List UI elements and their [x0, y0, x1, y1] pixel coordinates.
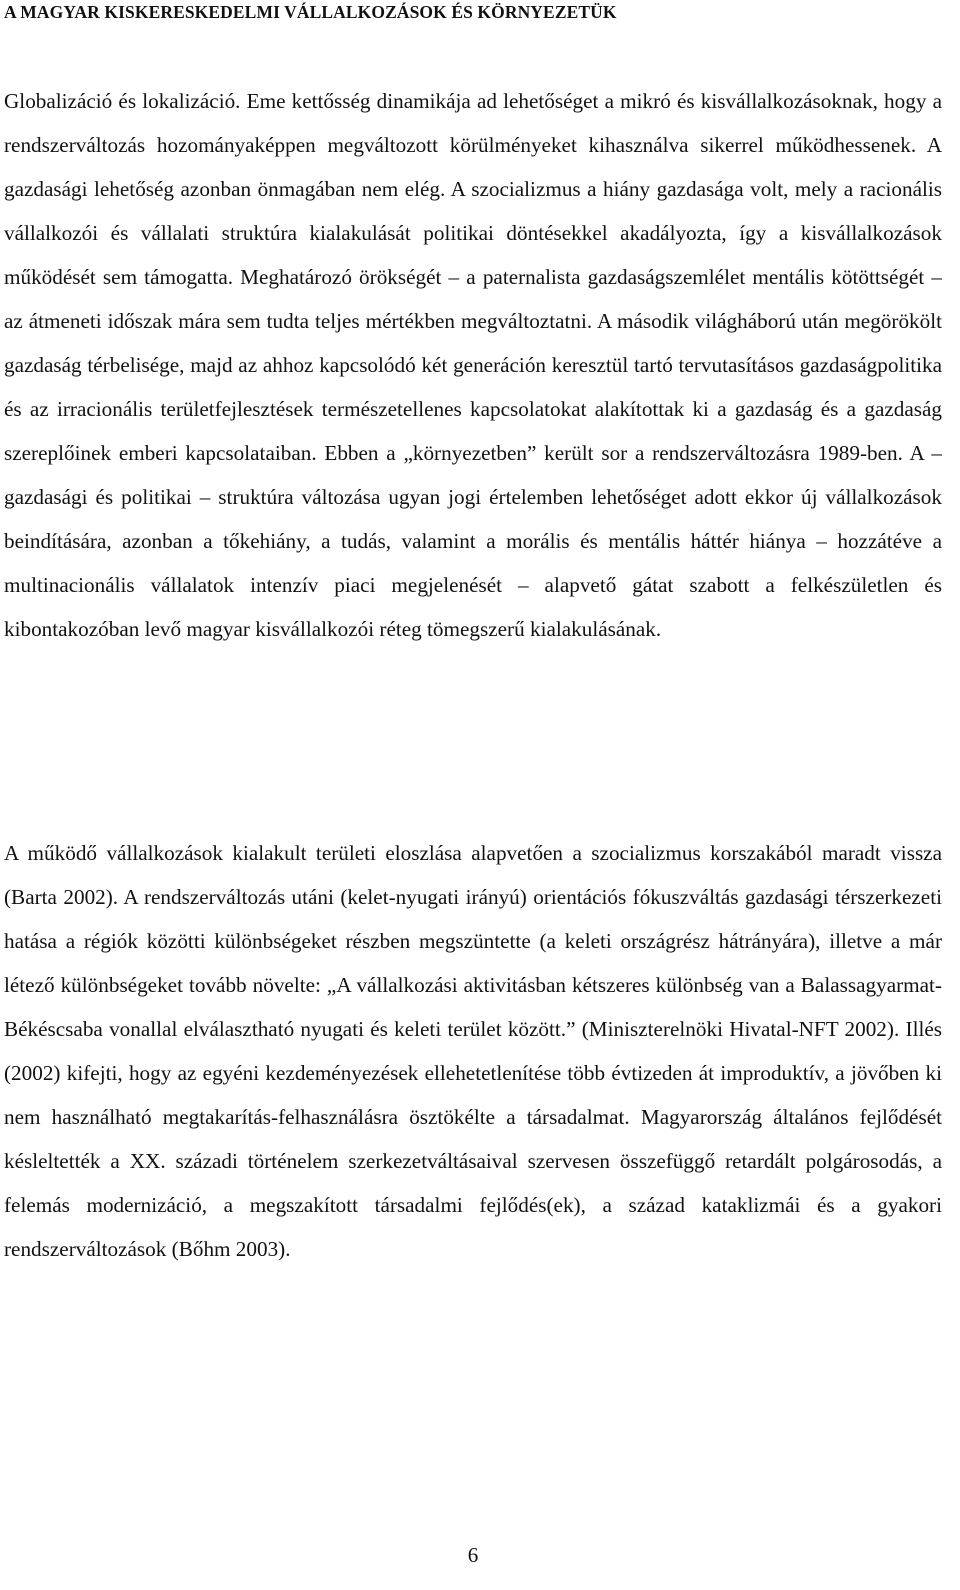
paragraph-2: A működő vállalkozások kialakult területi eloszlása alapvetően a szocializmus korszakából maradt vissza (Barta 2002). A rendszerváltozás utáni (kelet-nyugati irányú) orientációs fókuszváltás gazdasági térszerkezeti hatása a régiók közötti különbségeket részben megszüntette (a keleti országrész hátrányára), illetve a már létező különbségeket tovább növelte: „A vállalkozási aktivitásban kétszeres különbség van a Balassagyarmat-Békéscsaba vonallal elválasztható nyugati és keleti terület között.” (Miniszterelnöki Hivatal-NFT 2002). Illés (2002) kifejti, hogy az egyéni kezdeményezések ellehetetlenítése több évtizeden át improduktív, a jövőben ki nem használható megtakarítás-felhasználásra ösztökélte a társadalmat. Magyarország általános fejlődését késleltették a XX. századi történelem szerkezetváltásaival szervesen összefüggő retardált polgárosodás, a felemás modernizáció, a megszakított társadalmi fejlődés(ek), a század kataklizmái és a gyakori rendszerváltozások (Bőhm 2003).: [4, 841, 942, 1261]
document-page: [4, 0, 942, 1590]
paragraph-1: Globalizáció és lokalizáció. Eme kettősség dinamikája ad lehetőséget a mikró és kisvállalkozásoknak, hogy a rendszerváltozás hozományaképpen megváltozott körülményeket kihasználva sikerrel működhessenek. A gazdasági lehetőség azonban önmagában nem elég. A szocializmus a hiány gazdasága volt, mely a racionális vállalkozói és vállalati struktúra kialakulását politikai döntésekkel akadályozta, így a kisvállalkozások működését sem támogatta. Meghatározó örökségét – a paternalista gazdaságszemlélet mentális kötöttségét – az átmeneti időszak mára sem tudta teljes mértékben megváltoztatni. A második világháború után megörökölt gazdaság térbelisége, majd az ahhoz kapcsolódó két generáción keresztül tartó tervutasításos gazdaságpolitika és az irracionális területfejlesztések természetellenes kapcsolatokat alakítottak ki a gazdaság és a gazdaság szereplőinek emberi kapcsolataiban. Ebben a „környezetben” került sor a rendszerváltozásra 1989-ben. A – gazdasági és politikai – struktúra változása ugyan jogi értelemben lehetőséget adott ekkor új vállalkozások beindítására, azonban a tőkehiány, a tudás, valamint a morális és mentális háttér hiánya – hozzátéve a multinacionális vállalatok intenzív piaci megjelenését – alapvető gátat szabott a felkészületlen és kibontakozóban levő magyar kisvállalkozói réteg tömegszerű kialakulásának.: [4, 89, 942, 641]
document-heading: A MAGYAR KISKERESKEDELMI VÁLLALKOZÁSOK ÉS KÖRNYEZETÜK: [4, 2, 617, 22]
page-number: 6: [467, 1543, 479, 1567]
